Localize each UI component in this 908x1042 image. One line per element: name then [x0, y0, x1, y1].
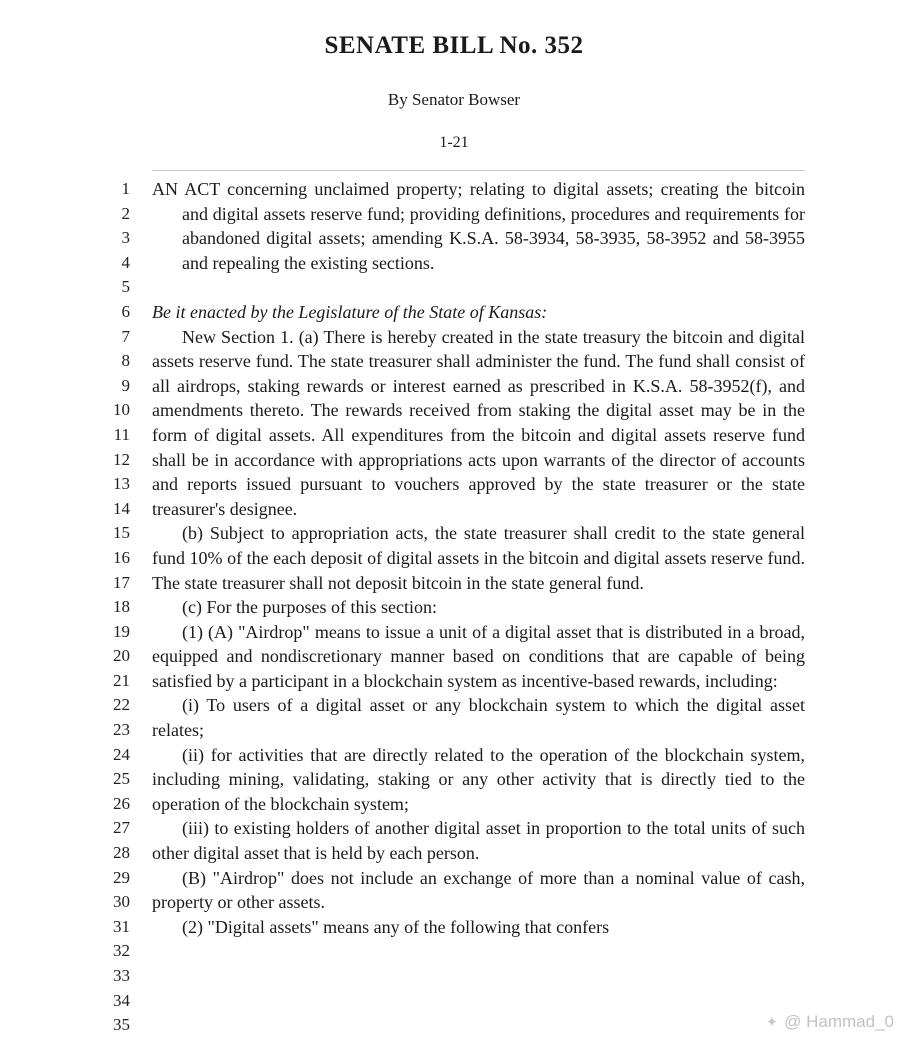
section-1-a: New Section 1. (a) There is hereby created in the state treasury the bitcoin and digital assets reserve fund. The state treasurer shall administer the fund. The fund shall consist of all airdrops, staking rewards or interest earned as prescribed in K.S.A. 58-3952(f), and amendments thereto. The rewards received from staking the digital asset may be in the form of digital assets. All expenditures from the bitcoin and digital assets reserve fund shall be in accordance with appropriations acts upon warrants of the director of accounts and reports issued pursuant to vouchers approved by the state treasurer or the state treasurer's designee. — [152, 326, 805, 519]
line-number: 5 — [121, 277, 130, 297]
line-number: 34 — [113, 990, 130, 1010]
line-number: 28 — [113, 843, 130, 863]
line-number: 32 — [113, 941, 130, 961]
line-number: 24 — [113, 744, 130, 764]
line-number: 35 — [113, 1015, 130, 1035]
section-1-b: (b) Subject to appropriation acts, the state treasurer shall credit to the state general fund 10% of the each deposit of digital assets in the bitcoin and digital assets reserve fund. The state treasurer shall not deposit bitcoin in the state general fund. — [152, 523, 805, 593]
document-page — [0, 18, 908, 1042]
line-number: 10 — [113, 400, 130, 420]
line-number: 31 — [113, 916, 130, 936]
section-1-c-1-A: (1) (A) "Airdrop" means to issue a unit of a digital asset that is distributed in a broad, equipped and nondiscretionary manner based on conditions that are capable of being satisfied by a participant in a blockchain system as incentive-based rewards, including: — [152, 621, 805, 691]
line-number: 27 — [113, 818, 130, 838]
bill-byline: By Senator Bowser — [387, 90, 521, 109]
line-number: 3 — [121, 228, 130, 248]
line-number: 1 — [121, 179, 130, 198]
line-number: 20 — [113, 646, 130, 666]
line-number: 33 — [113, 966, 130, 985]
clause-iii: (iii) to existing holders of another digital asset in proportion to the total units of such other digital asset that is held by each person. — [152, 818, 805, 864]
line-number: 18 — [113, 597, 130, 617]
sparkle-icon: ✦ — [765, 1014, 779, 1031]
line-number: 15 — [113, 523, 130, 543]
bill-text-column — [152, 177, 805, 939]
line-number: 16 — [113, 547, 130, 567]
line-number: 25 — [113, 769, 130, 789]
line-number: 19 — [113, 621, 130, 641]
line-number-gutter — [0, 177, 152, 1038]
line-number: 13 — [113, 474, 130, 494]
line-number: 22 — [113, 695, 130, 715]
watermark — [766, 1012, 894, 1032]
section-1-c-1-B: (B) "Airdrop" does not include an exchange of more than a nominal value of cash, property or other assets. — [152, 867, 805, 913]
watermark-label: @ Hammad_0 — [784, 1012, 894, 1031]
enacting-clause: Be it enacted by the Legislature of the State of Kansas: — [152, 301, 548, 322]
clause-ii: (ii) for activities that are directly related to the operation of the blockchain system, including mining, validating, staking or any other activity that is directly tied to the operation of the blockchain system; — [152, 744, 805, 814]
line-number: 23 — [113, 720, 130, 740]
line-number: 17 — [113, 572, 130, 592]
line-number: 21 — [113, 670, 130, 690]
line-number: 26 — [113, 793, 130, 813]
line-number: 8 — [121, 351, 130, 371]
line-number: 14 — [113, 498, 130, 518]
line-number: 7 — [121, 326, 130, 346]
line-number: 29 — [113, 867, 130, 887]
line-number: 2 — [121, 203, 130, 223]
bill-docket-number: 1-21 — [439, 134, 469, 151]
section-1-c: (c) For the purposes of this section: — [182, 597, 437, 618]
act-title-paragraph: AN ACT concerning unclaimed property; relating to digital assets; creating the bitcoin and digital assets reserve fund; providing definitions, procedures and requirements for abandoned digital assets; amending K.S.A. 58-3934, 58-3935, 58-3952 and 58-3955 and repealing the existing sections. — [152, 179, 805, 273]
line-number: 11 — [113, 424, 130, 444]
line-number: 9 — [121, 375, 130, 395]
line-number: 12 — [113, 449, 130, 469]
line-number: 30 — [113, 892, 130, 912]
section-1-c-2: (2) "Digital assets" means any of the following that confers — [182, 916, 610, 937]
line-number: 6 — [121, 301, 130, 321]
header-divider — [152, 170, 805, 171]
clause-i: (i) To users of a digital asset or any blockchain system to which the digital asset relates; — [152, 695, 805, 741]
page-title: SENATE BILL No. 352 — [324, 32, 584, 59]
blank-line — [152, 275, 805, 300]
line-number: 4 — [121, 252, 130, 272]
